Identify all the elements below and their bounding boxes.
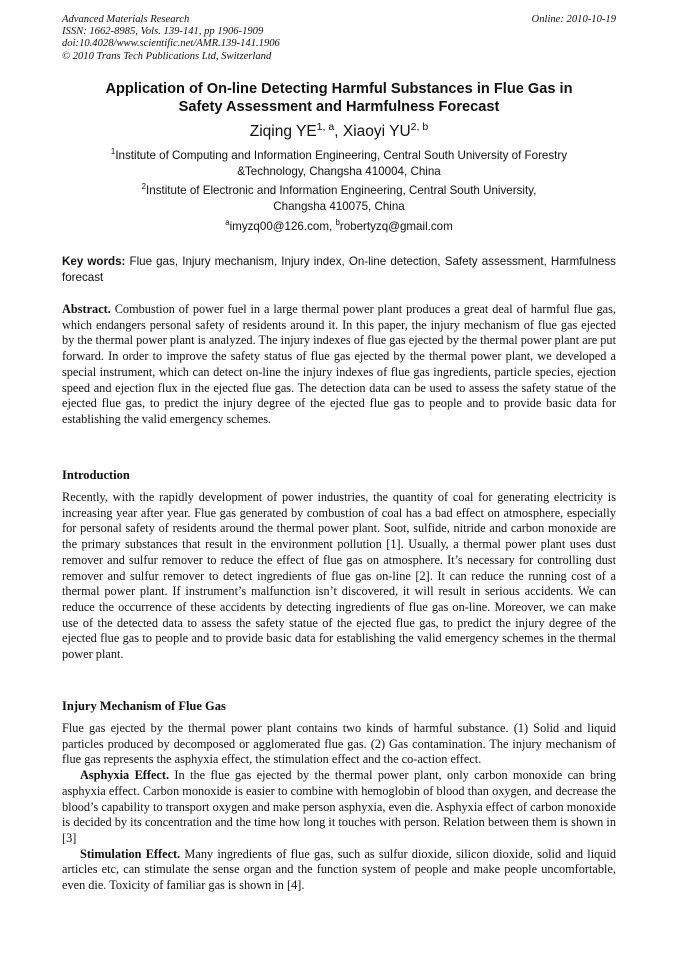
stimulation-label: Stimulation Effect. [80,846,181,861]
affiliation-2-number: 2 [141,182,147,192]
abstract-text: Combustion of power fuel in a large thermal power plant produces a great deal of harmful flue gas, which endangers personal safety of residents around it. In this paper, the injury mechanism of flue gas ejected by the thermal power plant is analyzed. The injury indexes of flue gas ejected by the thermal power plant are put forward. In order to improve the safety status of flue gas ejected by the thermal power plant, we developed a special instrument, which can detect on-line the injury indexes of flue gas ingredients, particle species, ejection speed and ejection flux in the ejected flue gas. The detection data can be used to assess the safety statue of the ejected flue gas, to predict the injury degree of the ejected flue gas to people and to provide basic data for establishing the valid emergency schemes. [62,302,616,426]
affiliation-1 [62,148,616,180]
title-line-1: Application of On-line Detecting Harmful Substances in Flue Gas in [105,81,573,97]
introduction-heading: Introduction [62,468,130,482]
introduction-text: Recently, with the rapidly development of power industries, the quantity of coal for generating electricity is increasing year after year. Flue gas generated by combustion of coal has a bad effect on atmosphere, especially for personal safety of residents around the thermal power plant. Soot, sulfide, nitride and carbon monoxide are the primary substances that result in the environment pollution [1]. Usually, a thermal power plant uses dust remover and sulfur remover to reduce the effect of flue gas on atmosphere. It’s necessary for controlling dust remover and sulfur remover to detect ingredients of flue gas on-line [2]. It can reduce the running cost of a thermal power plant. If instrument’s malfunction isn’t discovered, it will result in serious accidents. We can reduce the occurrence of these accidents by detecting ingredients of flue gas on-line. Moreover, we can make use of the detected data to assess the safety statue of the ejected flue gas, to predict the injury degree of the ejected flue gas to people and to provide basic data for establishing the valid emergency schemes in the thermal power plant. [62,490,616,662]
copyright-line: © 2010 Trans Tech Publications Ltd, Switzerland [62,50,272,62]
mechanism-block [62,721,616,894]
author-separator: , [334,123,343,140]
affiliation-2 [62,183,616,215]
mechanism-paragraph: Flue gas ejected by the thermal power plant contains two kinds of harmful substance. (1) Solid and liquid particles produced by decomposed or agglomerated flue gas. (2) Gas contamination. The injury mechanism of flue gas represents the asphyxia effect, the stimulation effect and the co-action effect. [62,721,616,767]
author-emails [62,219,616,235]
keywords-label: Key words: [62,255,126,268]
title-line-2: Safety Assessment and Harmfulness Forecast [178,99,500,115]
email-b[interactable]: robertyzq@gmail.com [339,220,453,233]
abstract-block [62,302,616,428]
author-2-affil: 2, b [410,120,429,133]
doi-line: doi:10.4028/www.scientific.net/AMR.139-141.1906 [62,38,280,50]
affiliation-1-number: 1 [110,147,116,157]
issn-line: ISSN: 1662-8985, Vols. 139-141, pp 1906-1909 [62,26,264,38]
asphyxia-paragraph [62,768,616,847]
introduction-block [62,490,616,663]
affiliation-1-line-2: &Technology, Changsha 410004, China [237,165,441,178]
email-a[interactable]: imyzq00@126.com, [229,220,336,233]
author-2: Xiaoyi YU [342,123,411,140]
paper-title [62,80,616,116]
mechanism-heading: Injury Mechanism of Flue Gas [62,699,226,713]
email-b-marker: b [335,218,340,228]
author-1-affil: 1, a [316,120,335,133]
stimulation-text: Many ingredients of flue gas, such as sulfur dioxide, silicon dioxide, solid and liquid articles etc, can stimulate the sense organ and the function system of people and make people uncomfortable, even die. Toxicity of familiar gas is shown in [4]. [62,846,616,893]
author-1: Ziqing YE [249,123,317,140]
publication-header [62,14,616,63]
asphyxia-label: Asphyxia Effect. [80,768,170,783]
email-a-marker: a [225,218,230,228]
affiliation-2-line-2: Changsha 410075, China [273,200,405,213]
author-list [62,122,616,142]
keywords-text: Flue gas, Injury mechanism, Injury index, On-line detection, Safety assessment, Harmfulness forecast [62,255,616,284]
keywords-block [62,254,616,285]
journal-name: Advanced Materials Research [62,14,190,25]
online-date: Online: 2010-10-19 [531,14,616,25]
abstract-label: Abstract. [62,302,111,316]
affiliation-1-line-1: Institute of Computing and Information Engineering, Central South University of Forestry [115,149,568,162]
asphyxia-text: In the flue gas ejected by the thermal power plant, only carbon monoxide can bring asphyxia effect. Carbon monoxide is easier to combine with hemoglobin of blood than oxygen, and decrease the blood’s capability to transport oxygen and make person asphyxia, even die. Asphyxia effect of carbon monoxide is decided by its concentration and the time how long it touches with person. Relation between them is shown in [3] [62,768,616,845]
stimulation-paragraph [62,847,616,894]
affiliation-2-line-1: Institute of Electronic and Information Engineering, Central South University, [146,184,537,197]
